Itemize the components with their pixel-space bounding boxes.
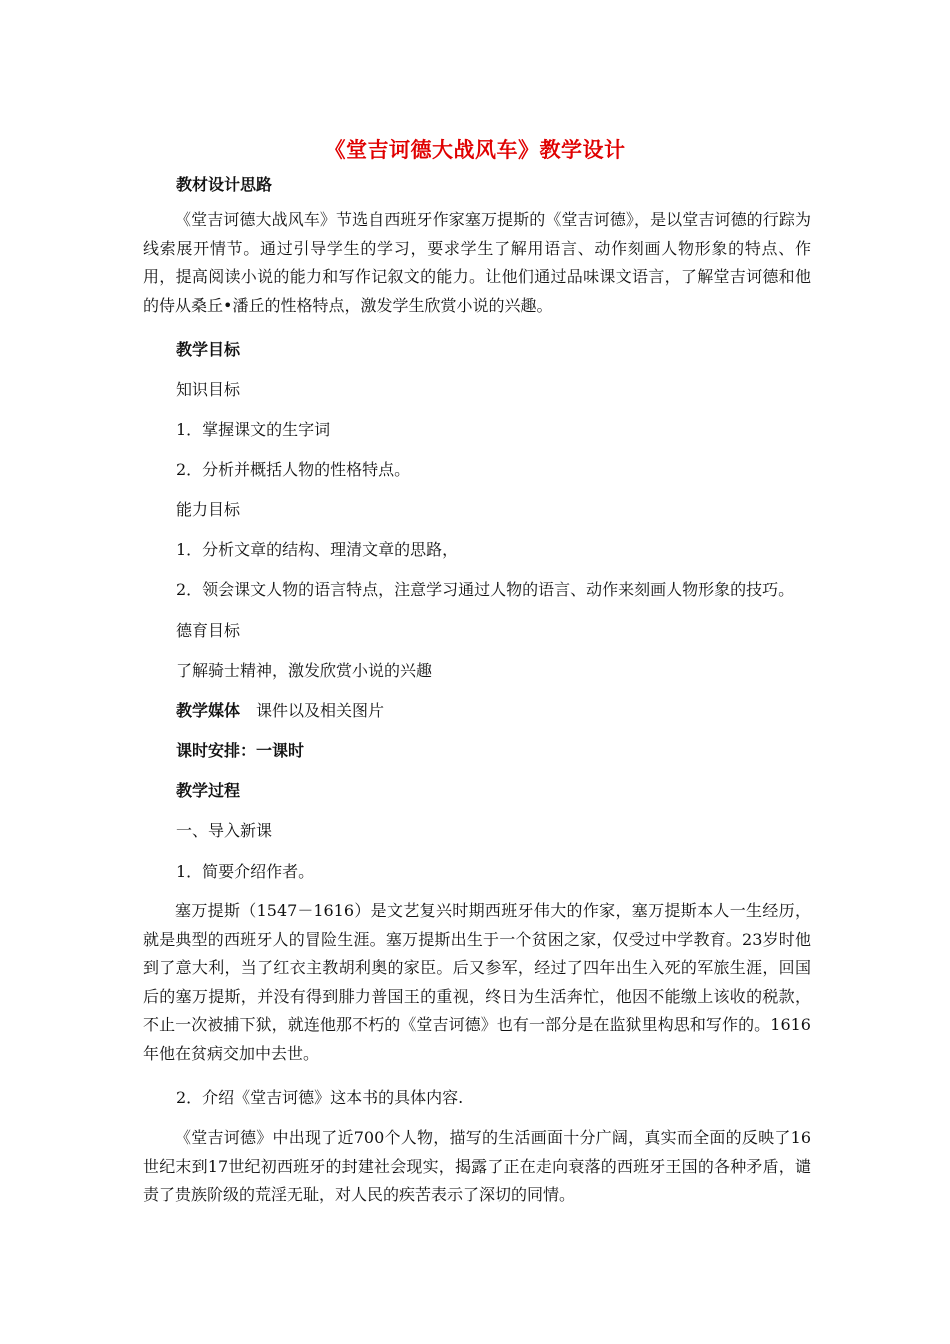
- design-paragraph: 《堂吉诃德大战风车》节选自西班牙作家塞万提斯的《堂吉诃德》，是以堂吉诃德的行踪为线索展开情节。通过引导学生的学习，要求学生了解用语言、动作刻画人物形象的特点、作用，提高阅读小说的能力和写作记叙文的能力。让他们通过品味课文语言，了解堂吉诃德和他的侍从桑丘•潘丘的性格特点，激发学生欣赏小说的兴趣。: [143, 210, 811, 315]
- ability-goal-label: 能力目标: [176, 500, 241, 519]
- ability-goal-item-2: 2．领会课文人物的语言特点，注意学习通过人物的语言、动作来刻画人物形象的技巧。: [176, 580, 795, 599]
- ability-goal-item-1: 1．分析文章的结构、理清文章的思路，: [176, 540, 459, 559]
- document-title: 《堂吉诃德大战风车》教学设计: [324, 138, 626, 162]
- schedule-line: 课时安排：一课时: [176, 741, 305, 760]
- moral-goal-item-1: 了解骑士精神，激发欣赏小说的兴趣: [176, 661, 433, 680]
- section-heading-design: 教材设计思路: [176, 175, 273, 194]
- process-step-1-2: 2．介绍《堂吉诃德》这本书的具体内容.: [176, 1088, 464, 1107]
- teaching-media-line: [176, 698, 384, 721]
- author-paragraph: 塞万提斯（1547－1616）是文艺复兴时期西班牙伟大的作家，塞万提斯本人一生经历，就是典型的西班牙人的冒险生涯。塞万提斯出生于一个贫困之家，仅受过中学教育。23岁时他到了意大利，当了红衣主教胡利奥的家臣。后又参军，经过了四年出生入死的军旅生涯，回国后的塞万提斯，并没有得到腓力普国王的重视，终日为生活奔忙，他因不能缴上该收的税款，不止一次被捕下狱，就连他那不朽的《堂吉诃德》也有一部分是在监狱里构思和写作的。1616年他在贫病交加中去世。: [143, 901, 811, 1063]
- knowledge-goal-item-2: 2．分析并概括人物的性格特点。: [176, 460, 411, 479]
- knowledge-goal-label: 知识目标: [176, 380, 241, 399]
- section-heading-process: 教学过程: [176, 781, 241, 800]
- teaching-media-label: 教学媒体: [176, 701, 241, 720]
- teaching-media-value: 课件以及相关图片: [256, 701, 385, 720]
- book-paragraph: 《堂吉诃德》中出现了近700个人物，描写的生活画面十分广阔，真实而全面的反映了16世纪末到17世纪初西班牙的封建社会现实，揭露了正在走向衰落的西班牙王国的各种矛盾，谴责了贵族阶级的荒淫无耻，对人民的疾苦表示了深切的同情。: [143, 1128, 811, 1204]
- moral-goal-label: 德育目标: [176, 621, 241, 640]
- process-step-1: 一、导入新课: [176, 821, 273, 840]
- section-heading-goals: 教学目标: [176, 340, 241, 359]
- process-step-1-1: 1．简要介绍作者。: [176, 862, 315, 881]
- knowledge-goal-item-1: 1．掌握课文的生字词: [176, 420, 331, 439]
